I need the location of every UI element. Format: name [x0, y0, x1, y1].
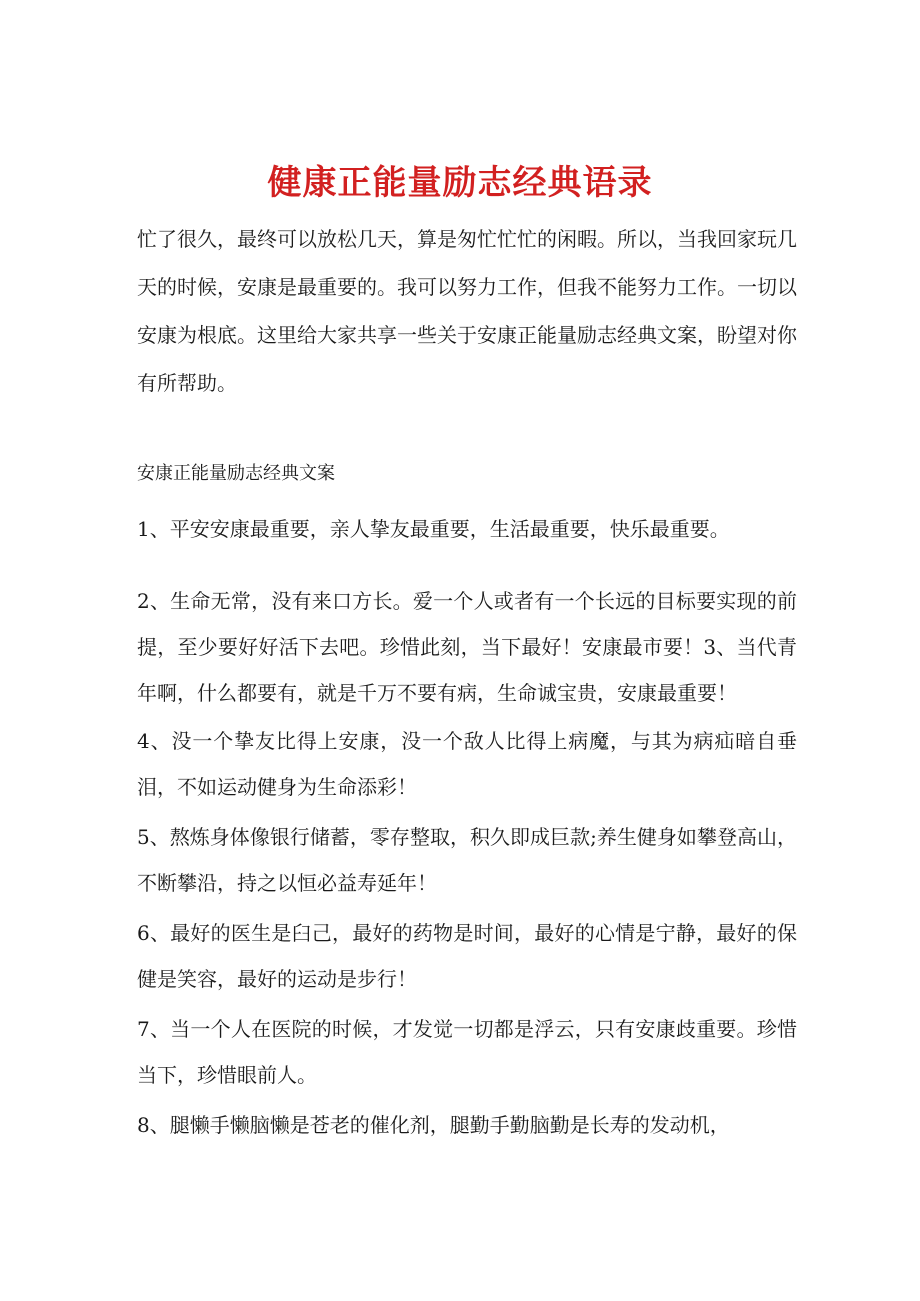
intro-paragraph: 忙了很久，最终可以放松几天，算是匆忙忙忙的闲暇。所以，当我回家玩几天的时候，安康是最重要的。我可以努力工作，但我不能努力工作。一切以安康为根底。这里给大家共享一些关于安康正能量励志经典文案，盼望对你有所帮助。: [137, 227, 797, 395]
quote-item: 6、最好的医生是臼己，最好的药物是时间，最好的心情是宁静，最好的保健是笑容，最好的运动是步行！: [137, 921, 797, 991]
quote-item: 7、当一个人在医院的时候，才发觉一切都是浮云，只有安康歧重要。珍惜当下，珍惜眼前人。: [137, 1017, 797, 1087]
quote-item: 5、熬炼身体像银行储蓄，零存整取，积久即成巨款;养生健身如攀登高山，不断攀沿，持之以恒必益寿延年！: [137, 825, 797, 895]
quote-item: 1、平安安康最重要，亲人挚友最重要，生活最重要，快乐最重要。: [137, 517, 730, 541]
quote-item: 4、没一个挚友比得上安康，没一个敌人比得上病魔，与其为病疝暗自垂泪，不如运动健身为生命添彩！: [137, 729, 797, 799]
quote-item: 2、生命无常，没有来口方长。爱一个人或者有一个长远的目标要实现的前提，至少要好好活下去吧。珍惜此刻，当下最好！安康最市要！3、当代青年啊，什么都要有，就是千万不要有病，生命诚宝贵，安康最重要！: [137, 589, 797, 705]
document-title: 健康正能量励志经典语录: [267, 162, 653, 203]
quote-list: [137, 506, 797, 1156]
quote-item: 8、腿懒手懒脑懒是苍老的催化剂，腿勤手勤脑勤是长寿的发动机，: [137, 1113, 730, 1137]
section-heading: 安康正能量励志经典文案: [137, 463, 335, 484]
